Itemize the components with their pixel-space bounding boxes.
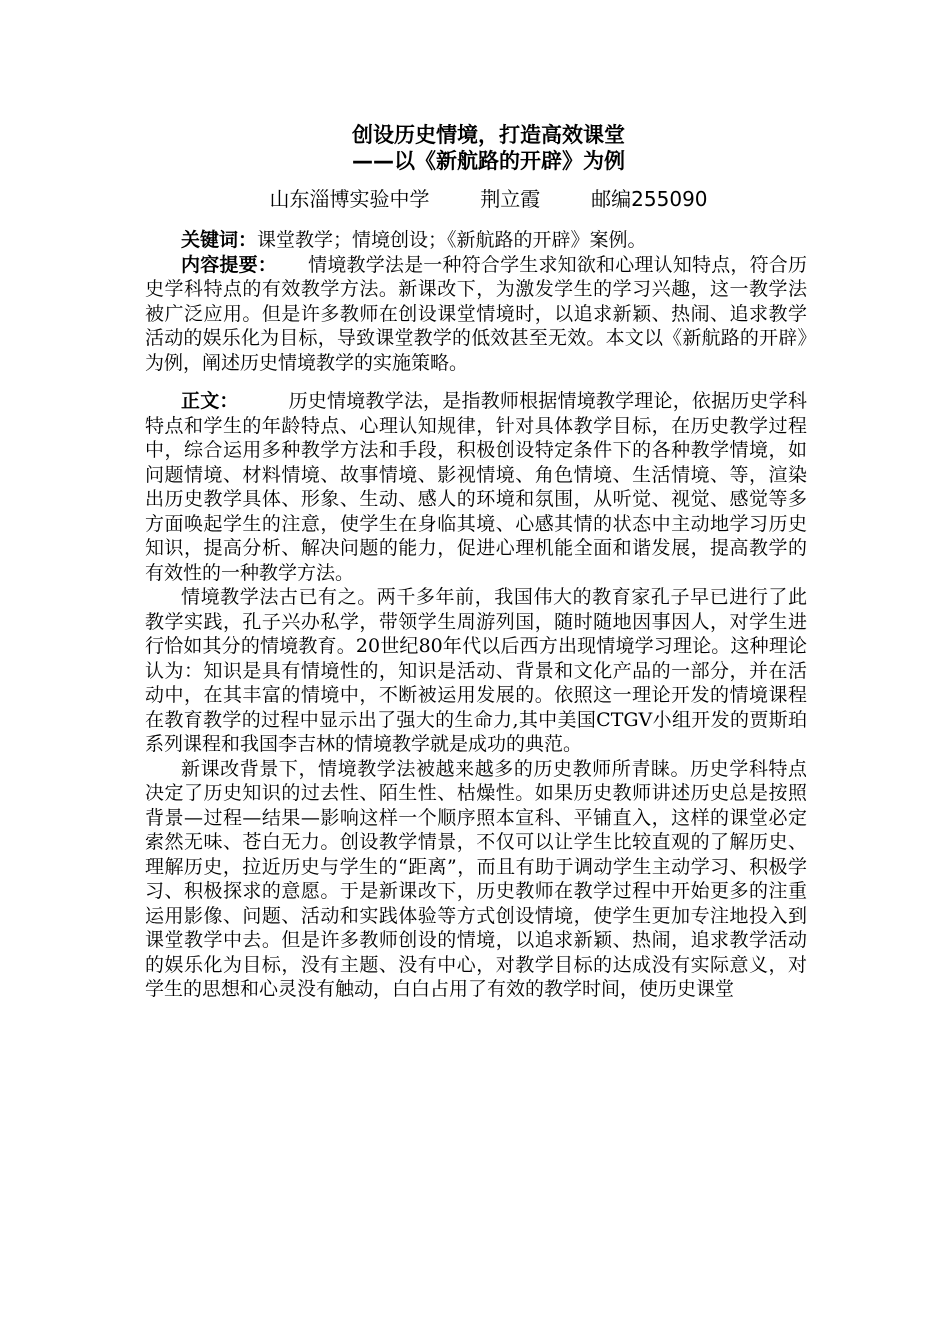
postcode-label: 邮编 [591,187,632,211]
body-label: 正文： [181,390,239,412]
body-paragraph-2: 情境教学法古已有之。两千多年前，我国伟大的教育家孔子早已进行了此教学实践，孔子兴办私学，带领学生周游列国，随时随地因事因人，对学生进行恰如其分的情境教育。20世纪80年代以后西方出现情境学习理论。这种理论认为：知识是具有情境性的，知识是活动、背景和文化产品的一部分，并在活动中，在其丰富的情境中，不断被运用发展的。依照这一理论开发的情境课程在教育教学的过程中显示出了强大的生命力,其中美国CTGV小组开发的贾斯珀系列课程和我国李吉林的情境教学就是成功的典范。 [145,586,807,755]
keywords-text: 课堂教学；情境创设；《新航路的开辟》案例。 [257,229,647,251]
body-text-1: 历史情境教学法，是指教师根据情境教学理论，依据历史学科特点和学生的年龄特点、心理认知规律，针对具体教学目标，在历史教学过程中，综合运用多种教学方法和手段，积极创设特定条件下的各种教学情境，如问题情境、材料情境、故事情境、影视情境、角色情境、生活情境、等，渲染出历史教学具体、形象、生动、感人的环境和氛围，从听觉、视觉、感觉等多方面唤起学生的注意，使学生在身临其境、心感其情的状态中主动地学习历史知识，提高分析、解决问题的能力，促进心理机能全面和谐发展，提高教学的有效性的一种教学方法。 [145,390,807,584]
title-line-2: ——以《新航路的开辟》为例 [352,149,625,173]
abstract-paragraph [145,253,807,376]
keywords-paragraph [145,228,807,253]
document-page [145,122,807,1002]
postcode: 255090 [631,187,708,211]
document-title [145,122,807,174]
body-paragraph-1 [145,389,807,585]
author-line [145,184,807,214]
title-line-1: 创设历史情境，打造高效课堂 [352,123,625,147]
abstract-text: 情境教学法是一种符合学生求知欲和心理认知特点，符合历史学科特点的有效教学方法。新课改下，为激发学生的学习兴趣，这一教学法被广泛应用。但是许多教师在创设课堂情境时，以追求新颖、热闹、追求教学活动的娱乐化为目标，导致课堂教学的低效甚至无效。本文以《新航路的开辟》为例，阐述历史情境教学的实施策略。 [145,253,807,374]
keywords-label: 关键词： [181,229,258,251]
abstract-label: 内容提要： [181,253,277,276]
author-name: 荆立霞 [480,187,541,211]
body-paragraph-3: 新课改背景下，情境教学法被越来越多的历史教师所青睐。历史学科特点决定了历史知识的过去性、陌生性、枯燥性。如果历史教师讲述历史总是按照背景—过程—结果—影响这样一个顺序照本宣科、平铺直入，这样的课堂必定索然无味、苍白无力。创设教学情景，不仅可以让学生比较直观的了解历史、理解历史，拉近历史与学生的“距离”，而且有助于调动学生主动学习、积极学习、积极探求的意愿。于是新课改下，历史教师在教学过程中开始更多的注重运用影像、问题、活动和实践体验等方式创设情境，使学生更加专注地投入到课堂教学中去。但是许多教师创设的情境，以追求新颖、热闹，追求教学活动的娱乐化为目标，没有主题、没有中心，对教学目标的达成没有实际意义，对学生的思想和心灵没有触动，白白占用了有效的教学时间，使历史课堂 [145,757,807,1000]
author-school: 山东淄博实验中学 [269,187,430,211]
